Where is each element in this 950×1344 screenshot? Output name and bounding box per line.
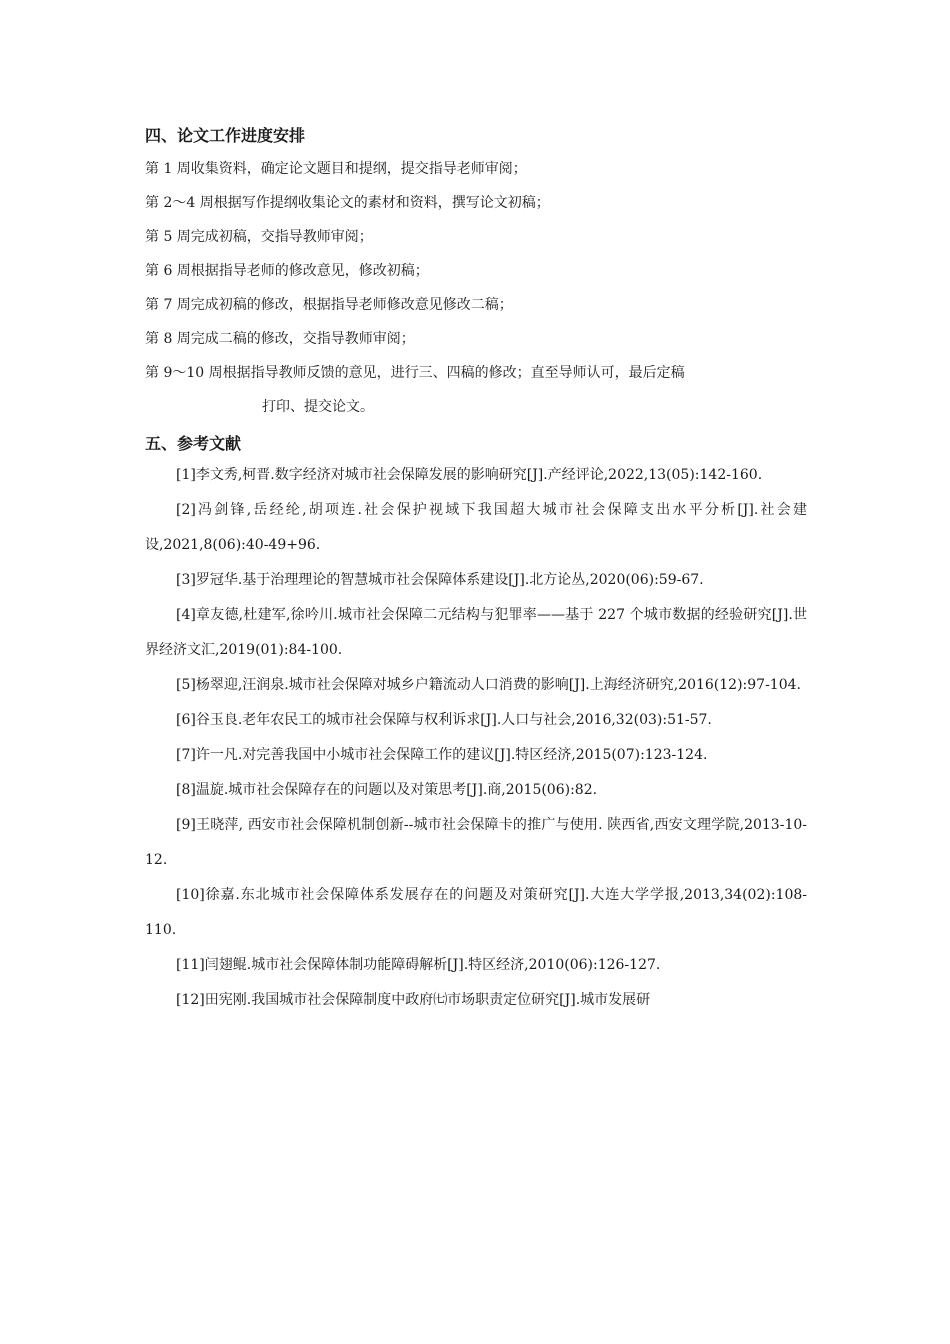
reference-item: [5]杨翠迎,汪润泉.城市社会保障对城乡户籍流动人口消费的影响[J].上海经济研究,2016(12):97-104. — [176, 677, 801, 693]
reference-item: [4]章友德,杜建军,徐吟川.城市社会保障二元结构与犯罪率——基于 227 个城市数据的经验研究[J].世界经济文汇,2019(01):84-100. — [145, 607, 807, 658]
reference-item: [1]李文秀,柯晋.数字经济对城市社会保障发展的影响研究[J].产经评论,2022,13(05):142-160. — [176, 467, 763, 483]
reference-item: [6]谷玉良.老年农民工的城市社会保障与权利诉求[J].人口与社会,2016,32(03):51-57. — [176, 712, 712, 728]
schedule-item: 第 1 周收集资料，确定论文题目和提纲，提交指导老师审阅； — [145, 161, 527, 177]
schedule-list — [145, 152, 807, 424]
reference-item: [3]罗冠华.基于治理理论的智慧城市社会保障体系建设[J].北方论丛,2020(06):59-67. — [176, 572, 704, 588]
schedule-item: 第 5 周完成初稿，交指导教师审阅； — [145, 229, 373, 245]
reference-item: [11]闫翅鲲.城市社会保障体制功能障碍解析[J].特区经济,2010(06):126-127. — [176, 957, 661, 973]
schedule-item: 第 7 周完成初稿的修改，根据指导老师修改意见修改二稿； — [145, 297, 513, 313]
page-content — [145, 124, 807, 1018]
reference-item: [12]田宪刚.我国城市社会保障制度中政府㈦市场职责定位研究[J].城市发展研 — [176, 992, 651, 1008]
schedule-item: 第 8 周完成二稿的修改，交指导教师审阅； — [145, 331, 415, 347]
schedule-item: 第 9～10 周根据指导教师反馈的意见，进行三、四稿的修改；直至导师认可，最后定稿 — [145, 365, 685, 381]
reference-item: [10]徐嘉.东北城市社会保障体系发展存在的问题及对策研究[J].大连大学学报,2013,34(02):108-110. — [145, 887, 807, 938]
reference-list — [145, 458, 807, 1018]
section-heading-references: 五、参考文献 — [145, 434, 242, 453]
reference-item: [2]冯剑锋,岳经纶,胡项连.社会保护视域下我国超大城市社会保障支出水平分析[J].社会建设,2021,8(06):40-49+96. — [145, 502, 807, 553]
reference-item: [8]温旋.城市社会保障存在的问题以及对策思考[J].商,2015(06):82. — [176, 782, 598, 798]
schedule-item: 第 2～4 周根据写作提纲收集论文的素材和资料，撰写论文初稿； — [145, 195, 550, 211]
schedule-item-continuation: 打印、提交论文。 — [262, 399, 374, 415]
section-heading-schedule: 四、论文工作进度安排 — [145, 126, 306, 145]
reference-item: [9]王晓萍, 西安市社会保障机制创新--城市社会保障卡的推广与使用. 陕西省,西安文理学院,2013-10-12. — [145, 817, 807, 868]
schedule-item: 第 6 周根据指导老师的修改意见，修改初稿； — [145, 263, 429, 279]
reference-item: [7]许一凡.对完善我国中小城市社会保障工作的建议[J].特区经济,2015(07):123-124. — [176, 747, 708, 763]
